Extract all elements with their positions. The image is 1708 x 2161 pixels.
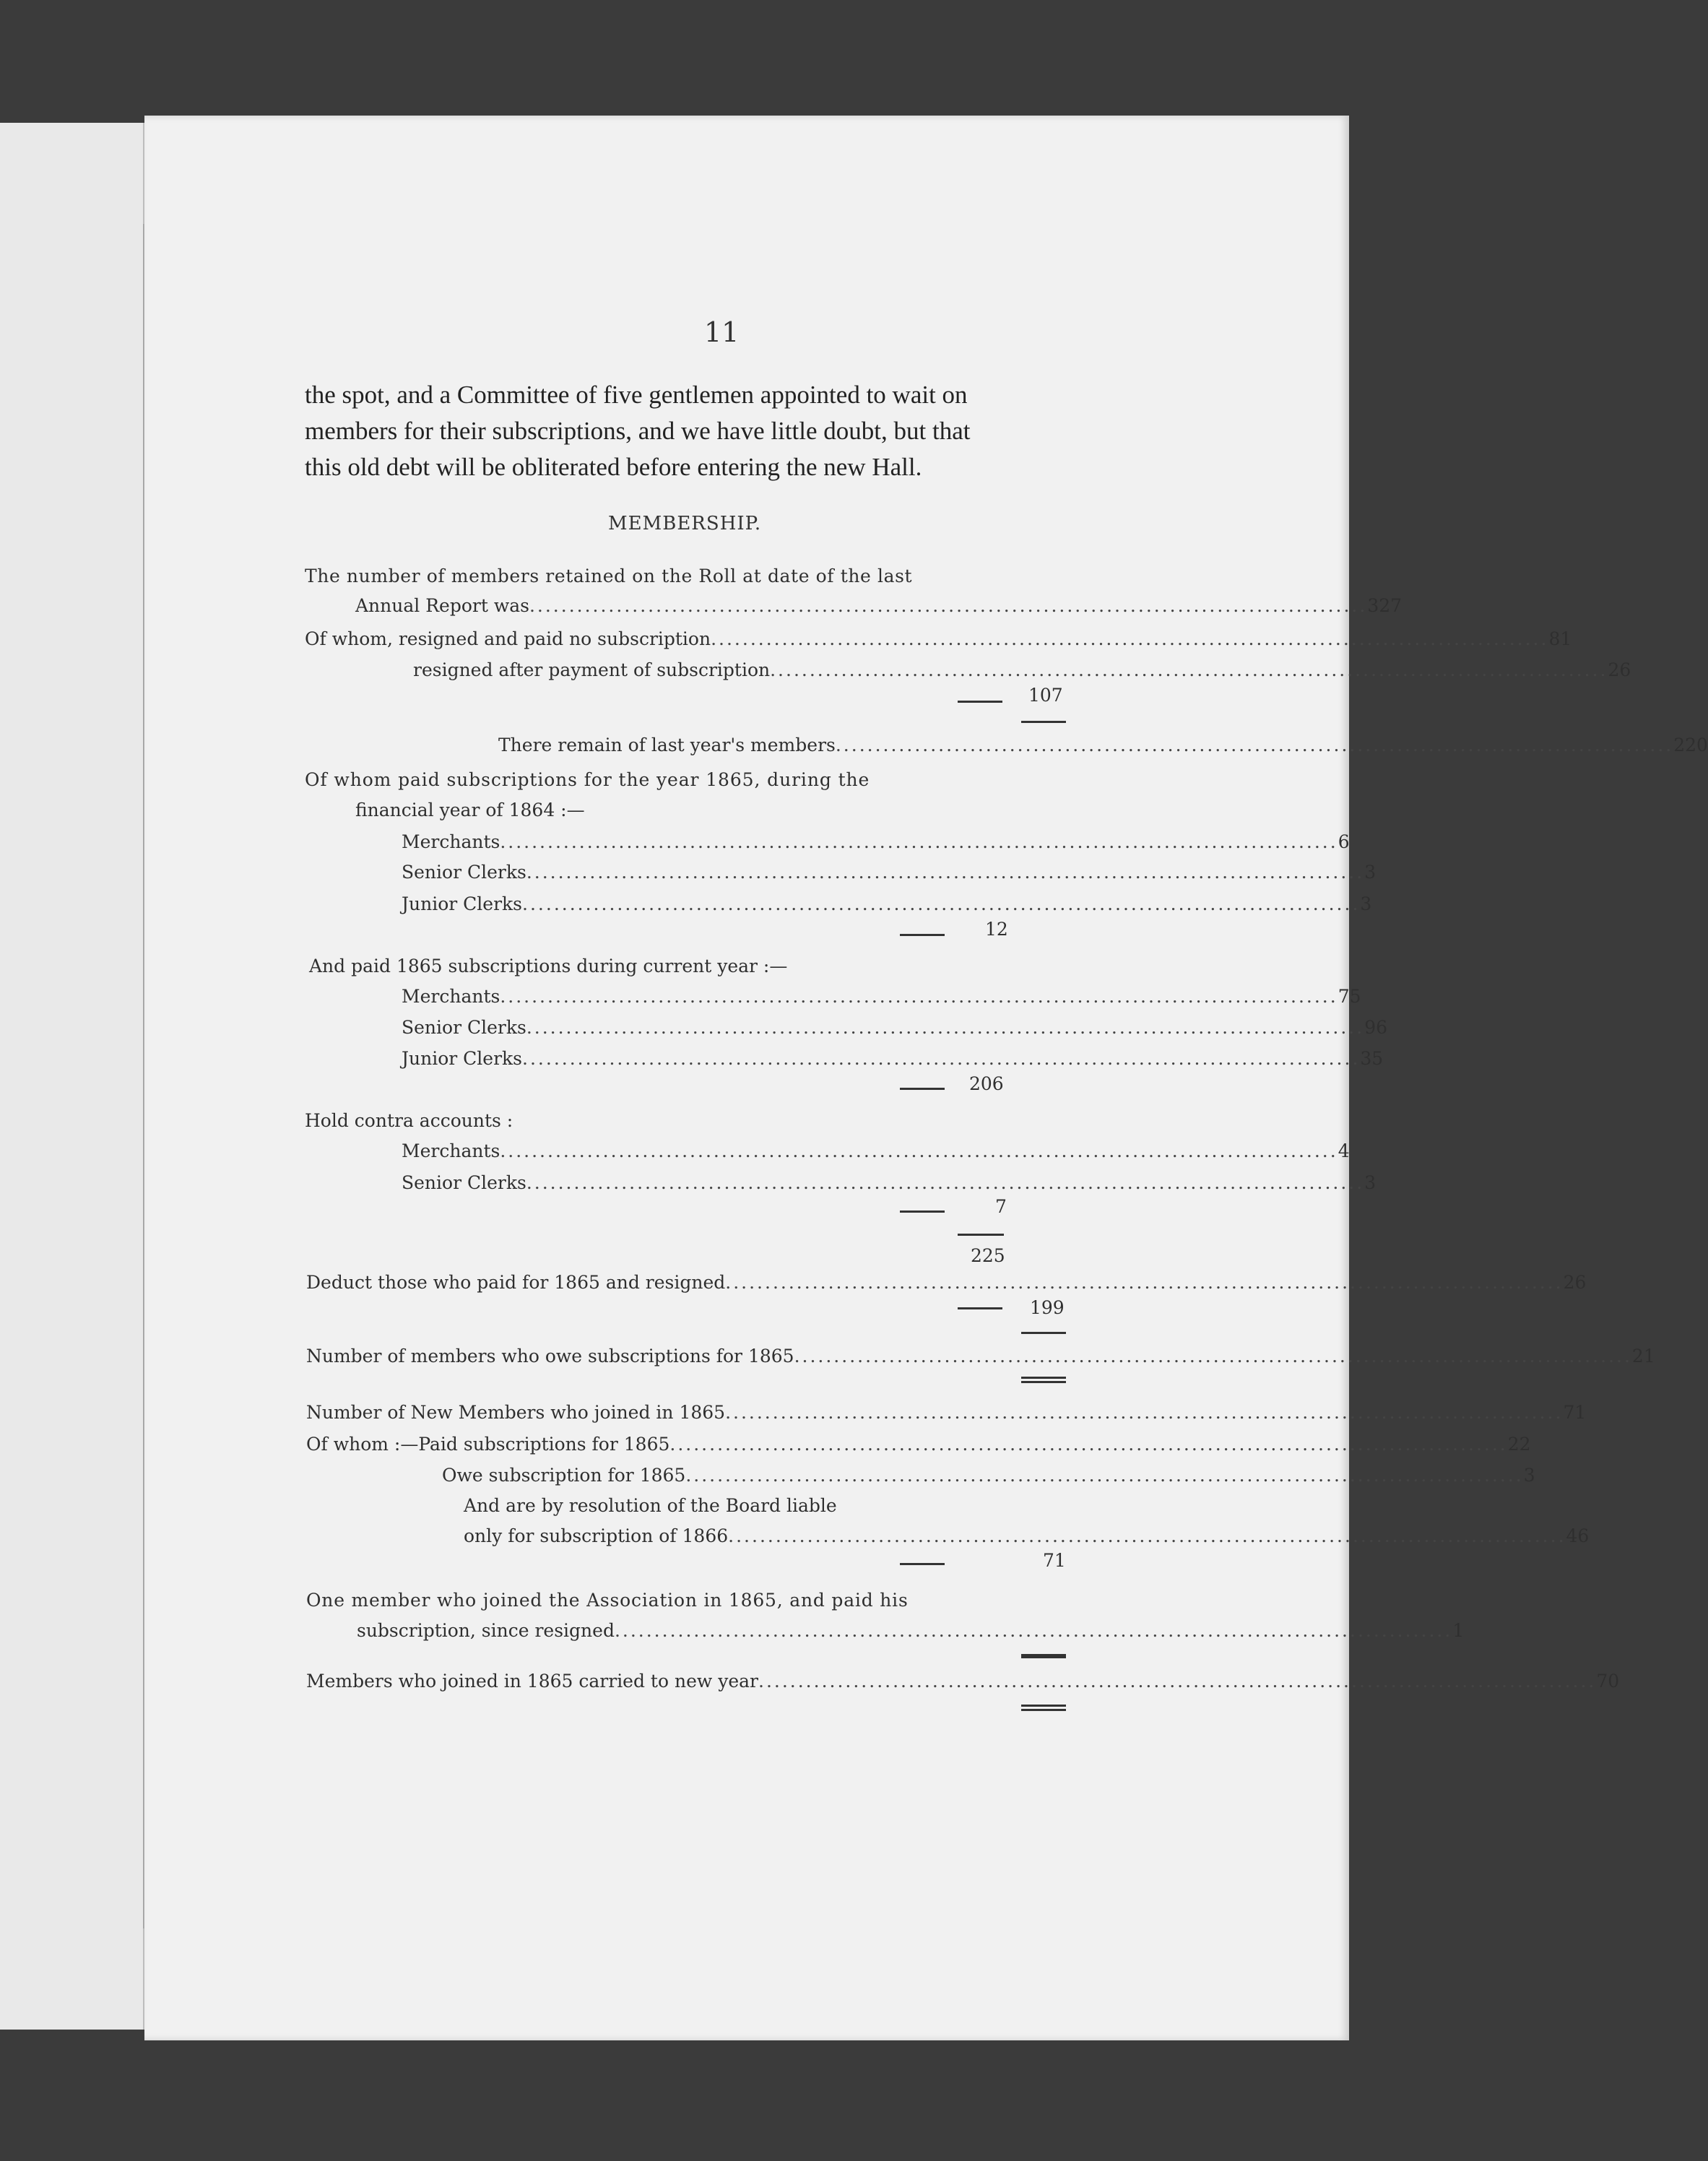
sum-rule [900,1088,945,1090]
total-value: 206 [969,1073,1004,1094]
membership-line: Number of New Members who joined in 1865 .......................................................................................................... 71 [306,1402,1587,1423]
sum-rule [900,1211,945,1213]
paragraph-line: this old debt will be obliterated before entering the new Hall. [305,453,922,481]
leader-dots: .......................................................................................................... [770,659,1608,680]
leader-dots: .......................................................................................................... [614,1620,1453,1641]
membership-line: Senior Clerks .......................................................................................................... 96 [402,1017,1387,1038]
leader-dots: .......................................................................................................... [522,893,1361,914]
membership-line: Senior Clerks .......................................................................................................... 3 [402,1172,1377,1193]
membership-line: Number of members who owe subscriptions for 1865 .......................................................................................................... 21 [306,1346,1655,1367]
leader-dots: .......................................................................................................... [758,1671,1597,1692]
leader-dots: .......................................................................................................... [526,1017,1365,1038]
leader-dots: .......................................................................................................... [711,628,1549,649]
sum-rule [958,701,1002,703]
leader-dots: .......................................................................................................... [526,1172,1365,1193]
sum-rule [958,1307,1002,1309]
membership-line: Senior Clerks .......................................................................................................... 3 [402,862,1377,883]
membership-line: subscription, since resigned .......................................................................................................... 1 [357,1620,1465,1641]
membership-line: Junior Clerks .......................................................................................................... 35 [402,1048,1384,1069]
leader-dots: .......................................................................................................... [529,595,1368,616]
leader-dots: .......................................................................................................... [728,1525,1566,1546]
membership-line: Merchants .......................................................................................................... 6 [402,831,1350,852]
sum-rule [1021,1654,1066,1658]
sum-rule [900,934,945,936]
total-value: 225 [971,1245,1005,1266]
double-rule [1021,1705,1066,1711]
total-value: 199 [1030,1297,1065,1318]
membership-line: The number of members retained on the Roll at date of the last [305,566,913,586]
membership-line: Members who joined in 1865 carried to new year .......................................................................................................... 70 [306,1671,1620,1692]
leader-dots: .......................................................................................................... [500,986,1338,1007]
leader-dots: .......................................................................................................... [669,1434,1508,1455]
leader-dots: .......................................................................................................... [500,831,1338,852]
membership-line: And are by resolution of the Board liable [464,1495,837,1516]
sum-rule [900,1563,945,1565]
membership-line: Owe subscription for 1865 .......................................................................................................... 3 [442,1465,1535,1486]
membership-line: Of whom :—Paid subscriptions for 1865 .......................................................................................................... 22 [306,1434,1531,1455]
leader-dots: .......................................................................................................... [526,862,1365,883]
leader-dots: .......................................................................................................... [725,1272,1564,1293]
page-number: 11 [704,316,740,348]
membership-line: Deduct those who paid for 1865 and resigned .......................................................................................................... 26 [306,1272,1587,1293]
total-value: 71 [1043,1550,1066,1571]
membership-line: financial year of 1864 :— [355,800,585,820]
leader-dots: .......................................................................................................... [794,1346,1632,1367]
total-value: 107 [1028,685,1063,706]
membership-line: Hold contra accounts : [305,1110,513,1131]
section-title: MEMBERSHIP. [608,513,762,534]
leader-dots: .......................................................................................................... [522,1048,1361,1069]
leader-dots: .......................................................................................................... [500,1140,1338,1161]
sum-rule [1021,721,1066,723]
membership-line: There remain of last year's members .......................................................................................................... 220 [498,735,1708,755]
membership-line: Merchants .......................................................................................................... 4 [402,1140,1350,1161]
paragraph-line: the spot, and a Committee of five gentlemen appointed to wait on [305,381,968,409]
membership-line: Of whom paid subscriptions for the year 1865, during the [305,769,870,790]
membership-line: Merchants .......................................................................................................... 75 [402,986,1361,1007]
paragraph-line: members for their subscriptions, and we have little doubt, but that [305,417,971,445]
facing-page-edge [0,123,145,2030]
membership-line: One member who joined the Association in 1865, and paid his [306,1590,909,1611]
leader-dots: .......................................................................................................... [685,1465,1524,1486]
total-value: 7 [995,1196,1007,1217]
leader-dots: .......................................................................................................... [725,1402,1564,1423]
total-value: 12 [985,919,1008,940]
double-rule [1021,1377,1066,1383]
membership-line: Of whom, resigned and paid no subscription .......................................................................................................... 81 [305,628,1572,649]
membership-line: Annual Report was .......................................................................................................... 327 [355,595,1403,616]
intro-paragraph [305,377,1070,485]
leader-dots: .......................................................................................................... [835,735,1674,755]
membership-line: resigned after payment of subscription .......................................................................................................... 26 [413,659,1631,680]
membership-line: only for subscription of 1866 .......................................................................................................... 46 [464,1525,1590,1546]
membership-line: And paid 1865 subscriptions during current year :— [309,956,788,976]
sum-rule [958,1234,1004,1236]
sum-rule [1021,1332,1066,1334]
membership-line: Junior Clerks .......................................................................................................... 3 [402,893,1372,914]
